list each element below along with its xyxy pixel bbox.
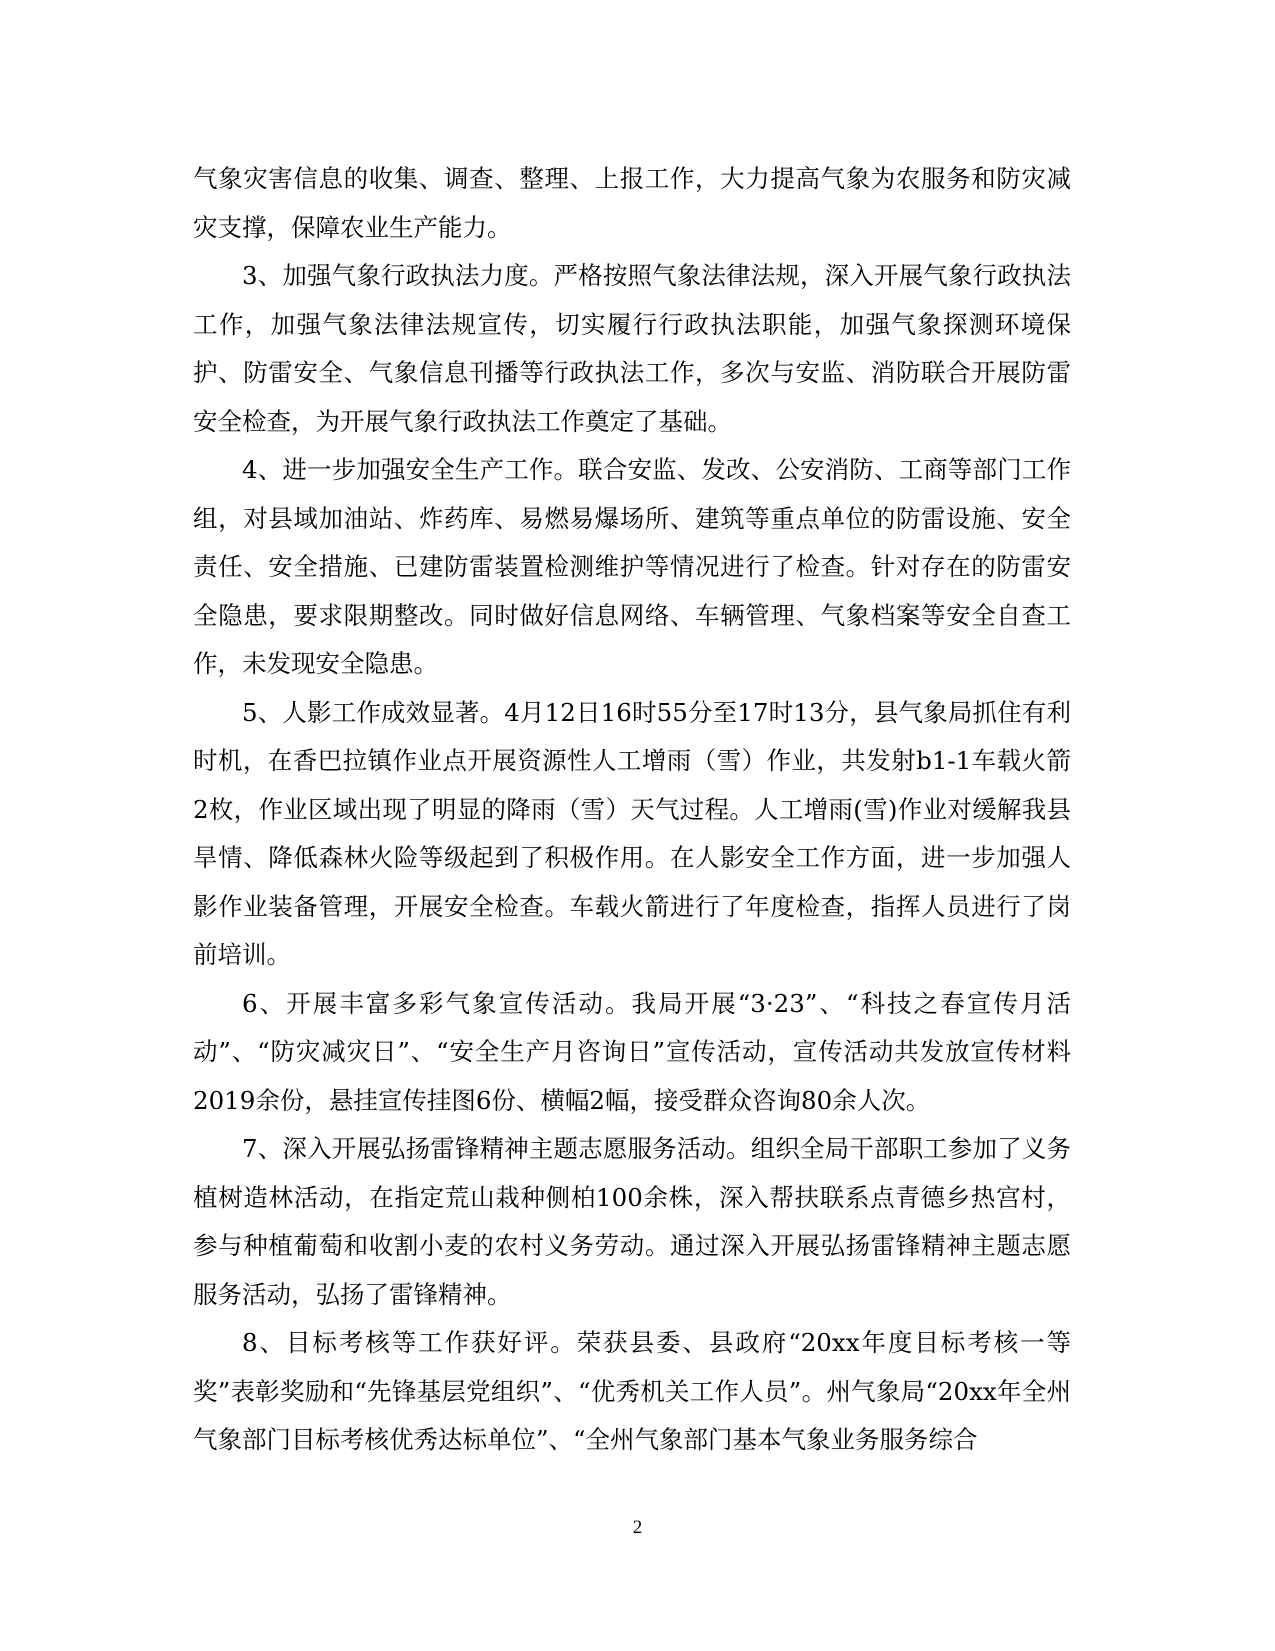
paragraph-item-3: 3、加强气象行政执法力度。严格按照气象法律法规，深入开展气象行政执法工作，加强气象法律法规宣传，切实履行行政执法职能，加强气象探测环境保护、防雷安全、气象信息刊播等行政执法工作，多次与安监、消防联合开展防雷安全检查，为开展气象行政执法工作奠定了基础。 bbox=[193, 261, 1071, 436]
paragraph-item-5: 5、人影工作成效显著。4月12日16时55分至17时13分，县气象局抓住有利时机，在香巴拉镇作业点开展资源性人工增雨（雪）作业，共发射b1-1车载火箭2枚，作业区域出现了明显的降雨（雪）天气过程。人工增雨(雪)作业对缓解我县旱情、降低森林火险等级起到了积极作用。在人影安全工作方面，进一步加强人影作业装备管理，开展安全检查。车载火箭进行了年度检查，指挥人员进行了岗前培训。 bbox=[193, 697, 1071, 969]
page-number: 2 bbox=[632, 1517, 643, 1538]
paragraph-item-7: 7、深入开展弘扬雷锋精神主题志愿服务活动。组织全局干部职工参加了义务植树造林活动，在指定荒山栽种侧柏100余株，深入帮扶联系点青德乡热宫村，参与种植葡萄和收割小麦的农村义务劳动。通过深入开展弘扬雷锋精神主题志愿服务活动，弘扬了雷锋精神。 bbox=[193, 1134, 1071, 1309]
paragraph-item-8: 8、目标考核等工作获好评。荣获县委、县政府“20xx年度目标考核一等奖”表彰奖励和“先锋基层党组织”、“优秀机关工作人员”。州气象局“20xx年全州气象部门目标考核优秀达标单位”、“全州气象部门基本气象业务服务综合 bbox=[193, 1328, 1071, 1454]
paragraph-item-6: 6、开展丰富多彩气象宣传活动。我局开展“3·23”、“科技之春宣传月活动”、“防灾减灾日”、“安全生产月咨询日”宣传活动，宣传活动共发放宣传材料2019余份，悬挂宣传挂图6份、横幅2幅，接受群众咨询80余人次。 bbox=[193, 988, 1071, 1115]
document-body bbox=[193, 155, 1071, 1465]
paragraph-continuation: 气象灾害信息的收集、调查、整理、上报工作，大力提高气象为农服务和防灾减灾支撑，保障农业生产能力。 bbox=[193, 164, 1071, 242]
paragraph-item-4: 4、进一步加强安全生产工作。联合安监、发改、公安消防、工商等部门工作组，对县域加油站、炸药库、易燃易爆场所、建筑等重点单位的防雷设施、安全责任、安全措施、已建防雷装置检测维护等情况进行了检查。针对存在的防雷安全隐患，要求限期整改。同时做好信息网络、车辆管理、气象档案等安全自查工作，未发现安全隐患。 bbox=[193, 455, 1071, 678]
